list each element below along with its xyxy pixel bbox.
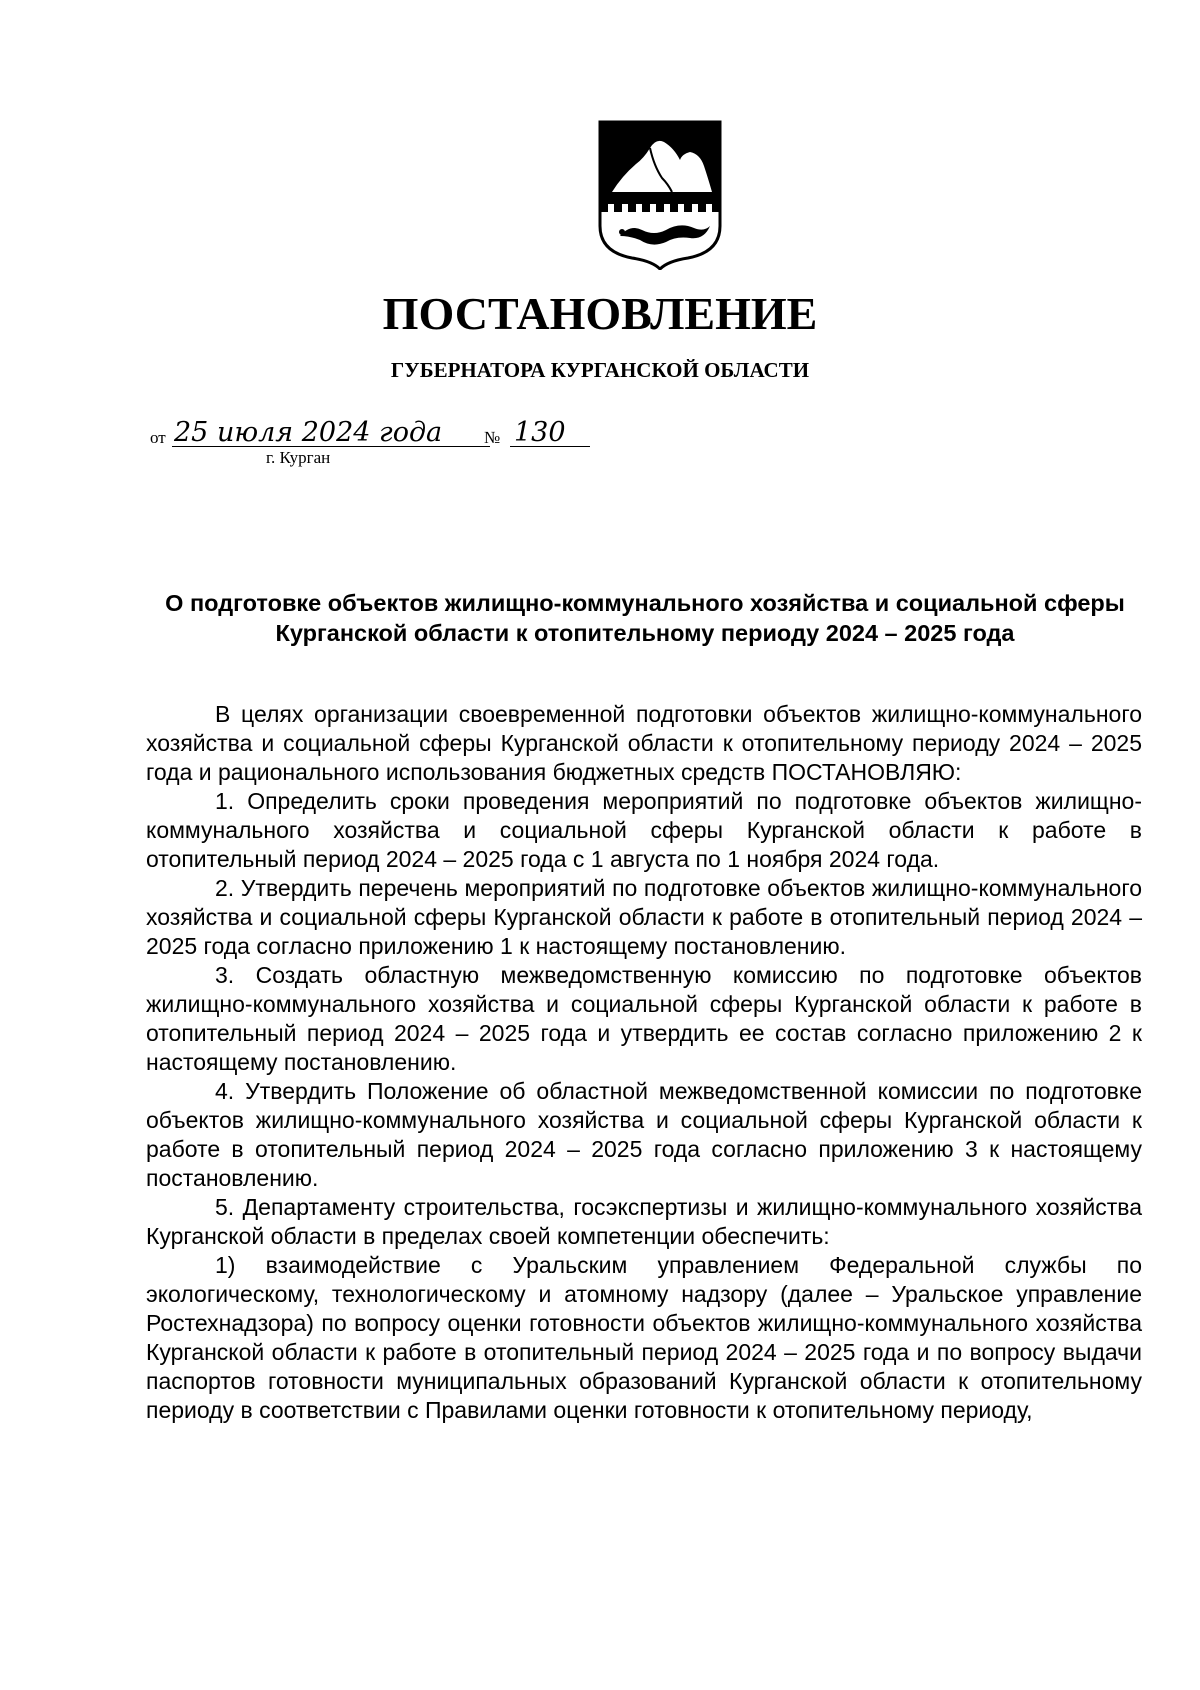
document-title: О подготовке объектов жилищно-коммунального хозяйства и социальной сферы Курганской области к отопительному периоду 2024 – 2025 года <box>165 590 1125 646</box>
clause-5-item-1: 1) взаимодействие с Уральским управлением Федеральной службы по экологическому, технологическому и атомному надзору (далее – Уральское управление Ростехнадзора) по вопросу оценки готовности объектов жилищно-коммунального хозяйства Курганской области к работе в отопительный период 2024 – 2025 года и по вопросу выдачи паспортов готовности муниципальных образований Курганской области к отопительному периоду в соответствии с Правилами оценки готовности к отопительному периоду, <box>146 1252 1142 1423</box>
clause-2: 2. Утвердить перечень мероприятий по подготовке объектов жилищно-коммунального хозяйства и социальной сферы Курганской области к работе в отопительный период 2024 – 2025 года согласно приложению 1 к настоящему постановлению. <box>146 875 1142 959</box>
document-date-number-block <box>150 417 750 502</box>
handwritten-date: 25 июля 2024 года <box>174 417 443 448</box>
clause-5: 5. Департаменту строительства, госэкспертизы и жилищно-коммунального хозяйства Курганской области в пределах своей компетенции обеспечить: <box>146 1194 1142 1249</box>
clause-3: 3. Создать областную межведомственную комиссию по подготовке объектов жилищно-коммунального хозяйства и социальной сферы Курганской области к работе в отопительный период 2024 – 2025 года и утвердить ее состав согласно приложению 2 к настоящему постановлению. <box>146 962 1142 1075</box>
clause-1: 1. Определить сроки проведения мероприятий по подготовке объектов жилищно-коммунального хозяйства и социальной сферы Курганской области к работе в отопительный период 2024 – 2025 года с 1 августа по 1 ноября 2024 года. <box>146 788 1142 872</box>
number-label: № <box>484 428 501 447</box>
date-underline <box>172 446 490 447</box>
coat-of-arms-icon <box>596 118 724 270</box>
date-prefix: от <box>150 428 166 447</box>
city-label: г. Курган <box>266 448 331 467</box>
issuer-heading: ГУБЕРНАТОРА КУРГАНСКОЙ ОБЛАСТИ <box>390 358 810 382</box>
document-type-heading: ПОСТАНОВЛЕНИЕ <box>382 288 818 339</box>
document-body <box>146 700 1142 1425</box>
clause-4: 4. Утвердить Положение об областной межведомственной комиссии по подготовке объектов жилищно-коммунального хозяйства и социальной сферы Курганской области к работе в отопительный период 2024 – 2025 года согласно приложению 3 к настоящему постановлению. <box>146 1078 1142 1191</box>
preamble-paragraph: В целях организации своевременной подготовки объектов жилищно-коммунального хозяйства и социальной сферы Курганской области к отопительному периоду 2024 – 2025 года и рационального использования бюджетных средств ПОСТАНОВЛЯЮ: <box>146 701 1142 785</box>
handwritten-number: 130 <box>514 417 566 448</box>
number-underline <box>510 446 590 447</box>
